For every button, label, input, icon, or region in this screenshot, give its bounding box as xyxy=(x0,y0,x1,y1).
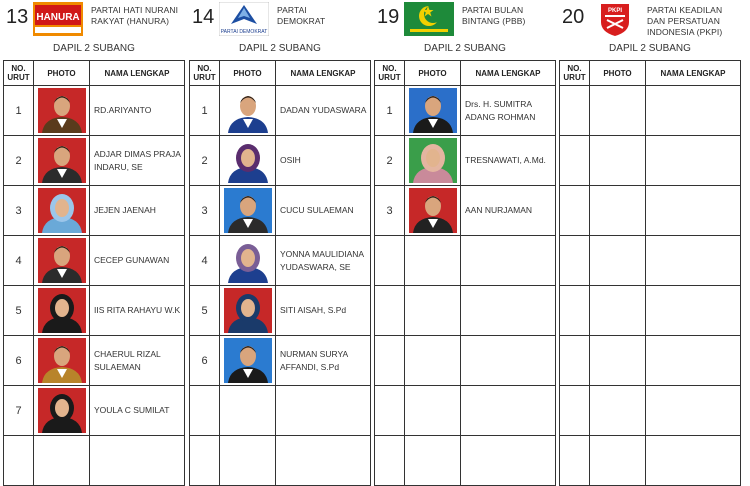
empty-row xyxy=(560,386,741,436)
candidate-photo-cell xyxy=(590,186,646,236)
candidate-name xyxy=(646,136,741,186)
candidate-row xyxy=(4,136,185,186)
candidate-name: Drs. H. SUMITRA ADANG ROHMAN xyxy=(461,86,556,136)
party-name-line: PARTAI KEADILAN xyxy=(647,5,723,15)
candidate-number xyxy=(560,286,590,336)
candidate-photo-cell xyxy=(590,386,646,436)
candidate-number xyxy=(560,436,590,486)
candidate-number xyxy=(560,336,590,386)
svg-text:HANURA: HANURA xyxy=(36,12,80,23)
candidate-photo-cell xyxy=(34,436,90,486)
candidate-row xyxy=(190,86,371,136)
candidate-table xyxy=(559,60,741,486)
empty-row xyxy=(190,386,371,436)
candidate-number: 6 xyxy=(190,336,220,386)
candidate-number: 3 xyxy=(190,186,220,236)
candidate-name: NURMAN SURYA AFFANDI, S.Pd xyxy=(276,336,371,386)
candidate-row xyxy=(4,186,185,236)
candidate-row xyxy=(4,336,185,386)
candidate-name: RD.ARIYANTO xyxy=(90,86,185,136)
candidate-photo-cell xyxy=(405,336,461,386)
svg-text:PARTAI DEMOKRAT: PARTAI DEMOKRAT xyxy=(220,29,268,35)
party-name xyxy=(462,5,525,27)
candidate-photo xyxy=(38,338,86,383)
empty-row xyxy=(375,286,556,336)
candidate-name: AAN NURJAMAN xyxy=(461,186,556,236)
party-name-line: BINTANG (PBB) xyxy=(462,16,526,26)
party-block xyxy=(374,0,556,217)
candidate-photo-cell xyxy=(220,86,276,136)
candidate-photo-cell xyxy=(590,436,646,486)
candidate-name: OSIH xyxy=(276,136,371,186)
candidate-number xyxy=(375,436,405,486)
candidate-photo-cell xyxy=(590,86,646,136)
party-name-line: DAN PERSATUAN xyxy=(647,16,720,26)
demokrat-logo xyxy=(219,2,269,36)
candidate-number: 2 xyxy=(375,136,405,186)
header-no-urut-line: URUT xyxy=(193,73,216,82)
candidate-row xyxy=(4,286,185,336)
party-name-line: DEMOKRAT xyxy=(277,16,326,26)
candidate-number xyxy=(375,336,405,386)
candidate-photo-cell xyxy=(34,186,90,236)
header-no-urut xyxy=(190,61,220,86)
candidate-name: CUCU SULAEMAN xyxy=(276,186,371,236)
candidate-row xyxy=(190,286,371,336)
header-no-urut-line: URUT xyxy=(563,73,586,82)
candidate-photo-cell xyxy=(220,186,276,236)
header-nama-lengkap: NAMA LENGKAP xyxy=(646,61,741,86)
party-block xyxy=(189,0,371,372)
empty-row xyxy=(560,186,741,236)
candidate-photo-cell xyxy=(405,86,461,136)
candidate-number: 3 xyxy=(375,186,405,236)
candidate-photo-cell xyxy=(590,136,646,186)
header-row xyxy=(4,61,185,86)
candidate-row xyxy=(190,136,371,186)
candidate-name: YONNA MAULIDIANA YUDASWARA, SE xyxy=(276,236,371,286)
candidate-row xyxy=(4,236,185,286)
candidate-row xyxy=(375,136,556,186)
candidate-row xyxy=(190,236,371,286)
svg-text:PKPI: PKPI xyxy=(607,8,623,14)
header-no-urut-line: URUT xyxy=(378,73,401,82)
candidate-photo xyxy=(409,138,457,183)
party-name-line: RAKYAT (HANURA) xyxy=(91,16,170,26)
candidate-number: 3 xyxy=(4,186,34,236)
candidate-name: IIS RITA RAHAYU W.K xyxy=(90,286,185,336)
candidate-photo-cell xyxy=(220,286,276,336)
header-no-urut-line: URUT xyxy=(7,73,30,82)
candidate-table xyxy=(3,60,185,486)
party-number: 19 xyxy=(377,6,400,28)
candidate-name xyxy=(276,386,371,436)
empty-row xyxy=(560,436,741,486)
party-name-line: INDONESIA (PKPI) xyxy=(647,27,723,37)
party-number: 14 xyxy=(192,6,215,28)
candidate-number: 2 xyxy=(4,136,34,186)
candidate-name xyxy=(461,436,556,486)
candidate-photo xyxy=(224,338,272,383)
candidate-photo xyxy=(224,88,272,133)
candidate-name: JEJEN JAENAH xyxy=(90,186,185,236)
candidate-name: CHAERUL RIZAL SULAEMAN xyxy=(90,336,185,386)
candidate-photo-cell xyxy=(34,136,90,186)
header-no-urut-line: NO. xyxy=(11,64,26,73)
empty-row xyxy=(560,86,741,136)
candidate-number: 1 xyxy=(4,86,34,136)
party-number: 20 xyxy=(562,6,585,28)
candidate-row xyxy=(375,86,556,136)
candidate-photo-cell xyxy=(34,236,90,286)
candidate-row xyxy=(4,386,185,436)
candidate-photo xyxy=(38,288,86,333)
empty-row xyxy=(560,236,741,286)
candidate-number xyxy=(560,386,590,436)
party-name xyxy=(91,5,178,27)
empty-row xyxy=(375,336,556,386)
empty-row xyxy=(375,436,556,486)
party-name xyxy=(647,5,722,38)
candidate-number: 2 xyxy=(190,136,220,186)
candidate-photo xyxy=(38,238,86,283)
dapil-label: DAPIL 2 SUBANG xyxy=(239,43,321,54)
candidate-number xyxy=(190,386,220,436)
party-header xyxy=(3,0,185,40)
party-header xyxy=(374,0,556,40)
empty-row xyxy=(560,136,741,186)
candidate-photo xyxy=(38,188,86,233)
candidate-photo xyxy=(224,288,272,333)
party-name-line: PARTAI HATI NURANI xyxy=(91,5,179,15)
header-no-urut xyxy=(375,61,405,86)
candidate-photo-cell xyxy=(34,386,90,436)
candidate-name xyxy=(646,386,741,436)
candidate-photo-cell xyxy=(220,386,276,436)
candidate-photo-cell xyxy=(220,436,276,486)
candidate-photo-cell xyxy=(590,236,646,286)
candidate-photo-cell xyxy=(34,86,90,136)
candidate-row xyxy=(375,186,556,236)
candidate-photo-cell xyxy=(220,236,276,286)
party-name-line: PARTAI BULAN xyxy=(462,5,524,15)
header-photo: PHOTO xyxy=(590,61,646,86)
candidate-number xyxy=(375,386,405,436)
party-name-line: PARTAI xyxy=(277,5,307,15)
candidate-name: YOULA C SUMILAT xyxy=(90,386,185,436)
candidate-name xyxy=(461,286,556,336)
header-no-urut-line: NO. xyxy=(382,64,397,73)
candidate-name xyxy=(461,386,556,436)
candidate-photo-cell xyxy=(34,336,90,386)
empty-row xyxy=(560,286,741,336)
candidate-photo-cell xyxy=(405,286,461,336)
dapil-label: DAPIL 2 SUBANG xyxy=(53,43,135,54)
candidate-number: 1 xyxy=(190,86,220,136)
candidate-photo-cell xyxy=(590,336,646,386)
candidate-photo-cell xyxy=(405,436,461,486)
header-row xyxy=(375,61,556,86)
party-header xyxy=(189,0,371,40)
candidate-number xyxy=(560,186,590,236)
header-photo: PHOTO xyxy=(220,61,276,86)
party-block xyxy=(559,0,741,82)
candidate-photo xyxy=(409,88,457,133)
candidate-name: SITI AISAH, S.Pd xyxy=(276,286,371,336)
candidate-photo xyxy=(224,188,272,233)
candidate-number: 6 xyxy=(4,336,34,386)
dapil-label: DAPIL 2 SUBANG xyxy=(609,43,691,54)
party-header xyxy=(559,0,741,40)
candidate-photo xyxy=(38,388,86,433)
candidate-number: 7 xyxy=(4,386,34,436)
candidate-photo-cell xyxy=(405,186,461,236)
candidate-photo xyxy=(38,88,86,133)
header-no-urut-line: NO. xyxy=(197,64,212,73)
candidate-photo-cell xyxy=(405,386,461,436)
candidate-photo-cell xyxy=(405,236,461,286)
candidate-name: DADAN YUDASWARA xyxy=(276,86,371,136)
candidate-photo xyxy=(409,188,457,233)
candidate-number xyxy=(4,436,34,486)
party-name xyxy=(277,5,325,27)
empty-row xyxy=(375,236,556,286)
header-row xyxy=(190,61,371,86)
candidate-photo xyxy=(224,138,272,183)
header-no-urut xyxy=(4,61,34,86)
candidate-name xyxy=(646,186,741,236)
candidate-name xyxy=(646,286,741,336)
header-no-urut-line: NO. xyxy=(567,64,582,73)
dapil-label: DAPIL 2 SUBANG xyxy=(424,43,506,54)
candidate-name xyxy=(90,436,185,486)
candidate-name xyxy=(276,436,371,486)
candidate-table xyxy=(189,60,371,486)
candidate-number: 5 xyxy=(4,286,34,336)
candidate-row xyxy=(190,336,371,386)
candidate-number: 4 xyxy=(4,236,34,286)
candidate-number xyxy=(375,236,405,286)
candidate-photo-cell xyxy=(220,336,276,386)
candidate-number xyxy=(375,286,405,336)
header-nama-lengkap: NAMA LENGKAP xyxy=(90,61,185,86)
candidate-row xyxy=(4,86,185,136)
candidate-name xyxy=(646,336,741,386)
empty-row xyxy=(190,436,371,486)
candidate-number xyxy=(560,136,590,186)
candidate-photo-cell xyxy=(220,136,276,186)
candidate-number xyxy=(560,86,590,136)
pkpi-logo xyxy=(589,2,639,36)
empty-row xyxy=(4,436,185,486)
header-photo: PHOTO xyxy=(34,61,90,86)
candidate-name xyxy=(461,236,556,286)
header-nama-lengkap: NAMA LENGKAP xyxy=(276,61,371,86)
candidate-photo-cell xyxy=(590,286,646,336)
candidate-number: 5 xyxy=(190,286,220,336)
candidate-table xyxy=(374,60,556,486)
empty-row xyxy=(375,386,556,436)
candidate-row xyxy=(190,186,371,236)
party-block xyxy=(3,0,185,417)
candidate-name xyxy=(646,236,741,286)
candidate-name xyxy=(461,336,556,386)
empty-row xyxy=(560,336,741,386)
party-number: 13 xyxy=(6,6,29,28)
candidate-photo xyxy=(224,238,272,283)
candidate-name xyxy=(646,86,741,136)
candidate-name: ADJAR DIMAS PRAJA INDARU, SE xyxy=(90,136,185,186)
candidate-number: 4 xyxy=(190,236,220,286)
hanura-logo xyxy=(33,2,83,36)
header-photo: PHOTO xyxy=(405,61,461,86)
candidate-photo xyxy=(38,138,86,183)
candidate-number: 1 xyxy=(375,86,405,136)
candidate-number xyxy=(190,436,220,486)
header-nama-lengkap: NAMA LENGKAP xyxy=(461,61,556,86)
candidate-number xyxy=(560,236,590,286)
pbb-logo xyxy=(404,2,454,36)
candidate-name xyxy=(646,436,741,486)
candidate-photo-cell xyxy=(405,136,461,186)
candidate-name: TRESNAWATI, A.Md. xyxy=(461,136,556,186)
header-no-urut xyxy=(560,61,590,86)
header-row xyxy=(560,61,741,86)
candidate-name: CECEP GUNAWAN xyxy=(90,236,185,286)
candidate-photo-cell xyxy=(34,286,90,336)
